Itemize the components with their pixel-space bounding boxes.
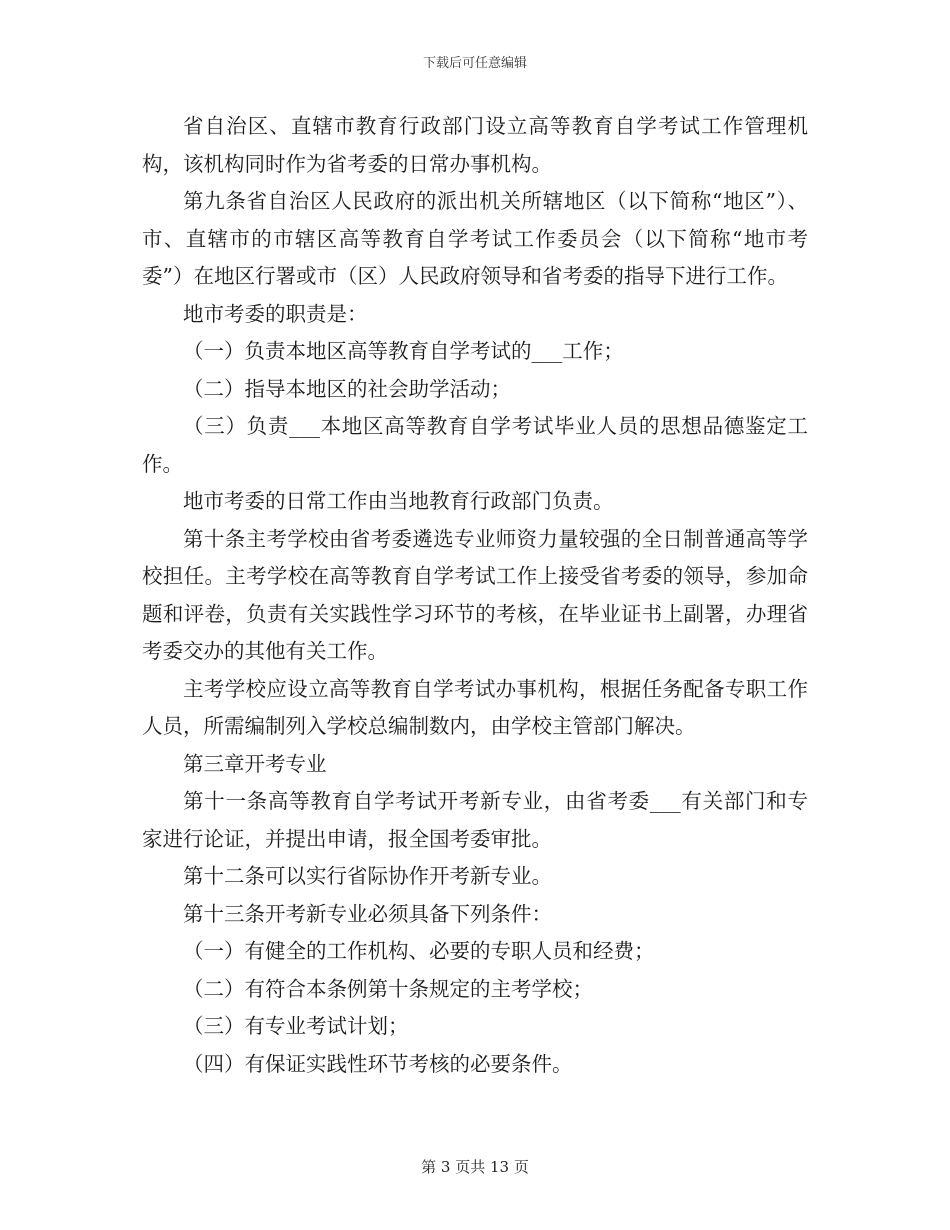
page-number-footer: 第 3 页共 13 页 bbox=[421, 1158, 529, 1176]
paragraph-1: 省自治区、直辖市教育行政部门设立高等教育自学考试工作管理机构，该机构同时作为省考委的日常办事机构。 bbox=[142, 114, 808, 176]
paragraph-13: 第十三条开考新专业必须具备下列条件： bbox=[183, 901, 552, 926]
paragraph-15: （二）有符合本条例第十条规定的主考学校； bbox=[183, 976, 593, 1001]
page-header-note: 下载后可任意编辑 bbox=[422, 56, 527, 71]
paragraph-6: （三）负责___本地区高等教育自学考试毕业人员的思想品德鉴定工作。 bbox=[142, 414, 808, 476]
paragraph-4: （一）负责本地区高等教育自学考试的___工作； bbox=[183, 339, 624, 363]
paragraph-5: （二）指导本地区的社会助学活动； bbox=[183, 376, 511, 401]
paragraph-14: （一）有健全的工作机构、必要的专职人员和经费； bbox=[183, 939, 655, 963]
paragraph-2: 第九条省自治区人民政府的派出机关所辖地区（以下简称“地区”）、市、直辖市的市辖区高等教育自学考试工作委员会（以下简称“地市考委”）在地区行署或市（区）人民政府领导和省考委的指导下进行工作。 bbox=[142, 189, 808, 288]
paragraph-16: （三）有专业考试计划； bbox=[183, 1014, 409, 1038]
paragraph-17: （四）有保证实践性环节考核的必要条件。 bbox=[183, 1051, 573, 1076]
paragraph-7: 地市考委的日常工作由当地教育行政部门负责。 bbox=[183, 489, 614, 513]
document-body bbox=[142, 108, 808, 1083]
paragraph-11: 第十一条高等教育自学考试开考新专业，由省考委___有关部门和专家进行论证，并提出申请，报全国考委审批。 bbox=[142, 789, 808, 851]
chapter-heading: 第三章开考专业 bbox=[183, 751, 327, 776]
paragraph-8: 第十条主考学校由省考委遴选专业师资力量较强的全日制普通高等学校担任。主考学校在高等教育自学考试工作上接受省考委的领导，参加命题和评卷，负责有关实践性学习环节的考核，在毕业证书上副署，办理省考委交办的其他有关工作。 bbox=[142, 526, 808, 663]
paragraph-3: 地市考委的职责是： bbox=[183, 301, 368, 326]
paragraph-9: 主考学校应设立高等教育自学考试办事机构，根据任务配备专职工作人员，所需编制列入学校总编制数内，由学校主管部门解决。 bbox=[142, 676, 808, 738]
paragraph-12: 第十二条可以实行省际协作开考新专业。 bbox=[183, 864, 552, 888]
